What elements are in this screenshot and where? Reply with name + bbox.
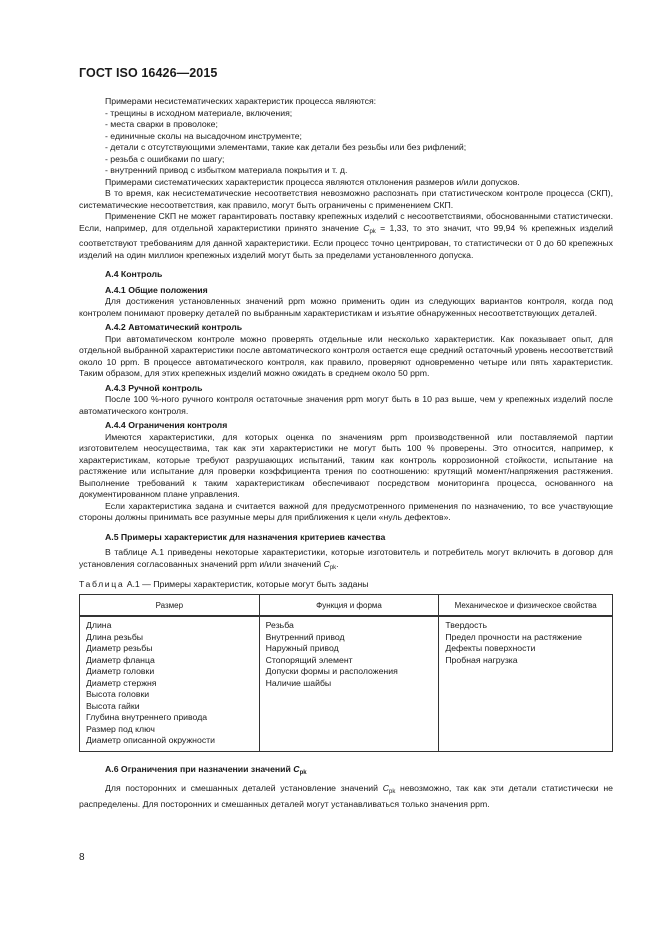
- subsection-title: Общие положения: [128, 284, 208, 295]
- paragraph: Если характеристика задана и считается важной для предусмотренного применения по назначению, то все участвующие стороны должны принимать все разумные меры для приближения к цели «нуль дефектов».: [79, 500, 613, 522]
- table-header-cell: Механическое и физическое свойства: [439, 594, 613, 616]
- cpk-symbol: C: [363, 222, 370, 233]
- table-header-cell: Размер: [80, 594, 260, 616]
- table-caption-label: Таблица: [79, 579, 125, 589]
- cpk-symbol: C: [293, 763, 300, 774]
- nonsystematic-list: [79, 108, 613, 177]
- cpk-symbol: C: [382, 783, 389, 793]
- table-cell-item: Размер под ключ: [86, 723, 155, 734]
- cpk-subscript: pk: [329, 564, 337, 571]
- table-header-row: [80, 594, 613, 616]
- table-cell-item: Диаметр резьбы: [86, 643, 153, 653]
- list-item: - места сварки в проволоке;: [105, 119, 218, 129]
- table-caption: [79, 579, 613, 591]
- list-item: - трещины в исходном материале, включения;: [105, 107, 293, 118]
- characteristics-table: [79, 594, 613, 752]
- table-cell-item: Дефекты поверхности: [445, 643, 536, 653]
- cpk-symbol: C: [323, 558, 330, 569]
- subsection-title: Ограничения контроля: [128, 420, 228, 430]
- table-header-cell: Функция и форма: [259, 594, 439, 616]
- paragraph: После 100 %-ного ручного контроля остаточные значения ppm могут быть в 10 раз выше, чем у крепежных изделий после автоматического контроля.: [79, 394, 613, 416]
- table-ref-text: В таблице А.1 приведены некоторые характеристики, которые изготовитель и потребитель могут включить в договор для установления согласованных значений ppm и/или значений: [79, 547, 613, 569]
- table-row: [80, 616, 613, 751]
- list-item: - внутренний привод с избытком материала покрытия и т. д.: [105, 165, 348, 175]
- document-header: ГОСТ ISO 16426—2015: [79, 66, 218, 80]
- list-item: - детали с отсутствующими элементами, такие как детали без резьбы или без рифлений;: [105, 142, 467, 152]
- table-cell-mechanical: [439, 616, 613, 751]
- table-cell-item: Резьба: [265, 620, 294, 630]
- subsection-heading: [79, 322, 613, 334]
- table-cell-item: Внутренний привод: [265, 631, 345, 642]
- cpk-text-a: Применение СКП не может гарантировать поставку крепежных изделий с несоответствиями, обоснованными статистически. Если, например, для отдельной характеристики принято значение: [79, 211, 613, 233]
- paragraph: При автоматическом контроле можно проверять отдельные или несколько характеристик. Как показывает опыт, для отдельной выбранной характеристики после автоматического контроля остается еще средний остаточный уровень несоответствий около 10 ppm. В процессе автоматического контроля, как правило, проверяют одновременно четыре или пять характеристик. Таким образом, для этих крепежных изделий можно ожидать в среднем около 50 ppm.: [79, 333, 613, 378]
- table-cell-item: Твердость: [445, 620, 487, 630]
- table-cell-item: Длина: [86, 620, 112, 630]
- paragraph-cpk: [79, 211, 613, 261]
- subsection-number: А.4.3: [105, 382, 126, 393]
- section-heading-text: А.6 Ограничения при назначении значений: [105, 763, 294, 774]
- table-cell-item: Наружный привод: [265, 643, 339, 653]
- cpk-limits-text-b: невозможно, так как эти детали статистически не распределены. Для посторонних и смешанных деталей могут устанавливаться только значения ppm.: [79, 783, 613, 809]
- paragraph: Для достижения установленных значений ppm можно применить один из следующих вариантов контроля, когда под контролем понимают проверку деталей по выбранным характеристикам и изъятие обнаруженных несоответствующих деталей.: [79, 296, 613, 318]
- subsection-heading: [79, 285, 613, 297]
- subsection-title: Ручной контроль: [128, 382, 203, 393]
- cpk-limits-text-a: Для посторонних и смешанных деталей установление значений: [105, 783, 383, 793]
- paragraph-systematic: Примерами систематических характеристик процесса являются отклонения размеров и/или допусков.: [105, 176, 520, 187]
- page-number: 8: [79, 852, 85, 863]
- table-cell-item: Диаметр стержня: [86, 677, 157, 688]
- list-item: - резьба с ошибками по шагу;: [105, 153, 225, 164]
- table-cell-item: Глубина внутреннего привода: [86, 712, 208, 722]
- subsection-number: А.4.4: [105, 420, 126, 430]
- subsection-title: Автоматический контроль: [128, 322, 243, 332]
- section-heading-a6: [79, 764, 613, 780]
- table-cell-item: Длина резьбы: [86, 631, 144, 642]
- paragraph: Имеются характеристики, для которых оценка по значениям ppm производственной или поставляемой партии изготовителем неосуществима, так как эти характеристики не могут быть 100 % проверены. Это относится, например, к характеристикам, которые требуют разрушающих испытаний, таким как контроль коррозионной стойкости, испытание на растяжение или испытание для проверки коэффициента трения по соотношению: крутящий момент/напряжения растяжения. Выполнение требований к таким характеристикам обеспечивают посредством мониторинга процесса, основанного на документированном плане управления.: [79, 431, 613, 499]
- paragraph-spc: В то время, как несистематические несоответствия невозможно распознать при статистическом контроле процесса (СКП), систематические несоответствия, как правило, могут быть ограничены с применением СКП.: [79, 188, 613, 210]
- table-cell-item: Высота головки: [86, 689, 150, 699]
- table-cell-item: Стопорящий элемент: [265, 654, 353, 665]
- subsection-heading: [79, 383, 613, 395]
- table-cell-item: Диаметр головки: [86, 666, 155, 676]
- table-caption-text: А.1 — Примеры характеристик, которые могут быть заданы: [126, 579, 369, 589]
- table-ref-end: .: [336, 558, 339, 569]
- table-cell-item: Предел прочности на растяжение: [445, 631, 582, 642]
- section-heading-a5: А.5 Примеры характеристик для назначения критериев качества: [105, 531, 386, 542]
- cpk-subscript: pk: [369, 228, 376, 235]
- paragraph-intro: Примерами несистематических характеристик процесса являются:: [105, 96, 377, 106]
- table-cell-item: Диаметр описанной окружности: [86, 735, 215, 745]
- table-cell-item: Пробная нагрузка: [445, 654, 518, 665]
- table-cell-item: Диаметр фланца: [86, 654, 155, 665]
- table-cell-item: Допуски формы и расположения: [265, 666, 398, 676]
- list-item: - единичные сколы на высадочном инструменте;: [105, 130, 302, 141]
- table-cell-function: [259, 616, 439, 751]
- cpk-text-b: = 1,33, то это значит, что 99,94 % крепежных изделий соответствуют требованиям для данной характеристики. Если процесс точно центрирован, то статистически от 0 до 60 крепежных изделий на один миллион крепежных изделий могут быть за пределами установленного допуска.: [79, 222, 613, 260]
- subsection-heading: [79, 420, 613, 432]
- table-cell-item: Наличие шайбы: [265, 677, 332, 688]
- table-cell-item: Высота гайки: [86, 700, 140, 711]
- paragraph-cpk-limits: [79, 783, 613, 810]
- table-cell-size: [80, 616, 260, 751]
- section-heading-a4: А.4 Контроль: [105, 269, 163, 279]
- paragraph-table-ref: [79, 547, 613, 574]
- cpk-subscript: pk: [299, 769, 307, 776]
- cpk-subscript: pk: [388, 789, 396, 795]
- document-body: [79, 96, 613, 810]
- subsection-number: А.4.1: [105, 284, 126, 295]
- subsection-number: А.4.2: [105, 322, 126, 332]
